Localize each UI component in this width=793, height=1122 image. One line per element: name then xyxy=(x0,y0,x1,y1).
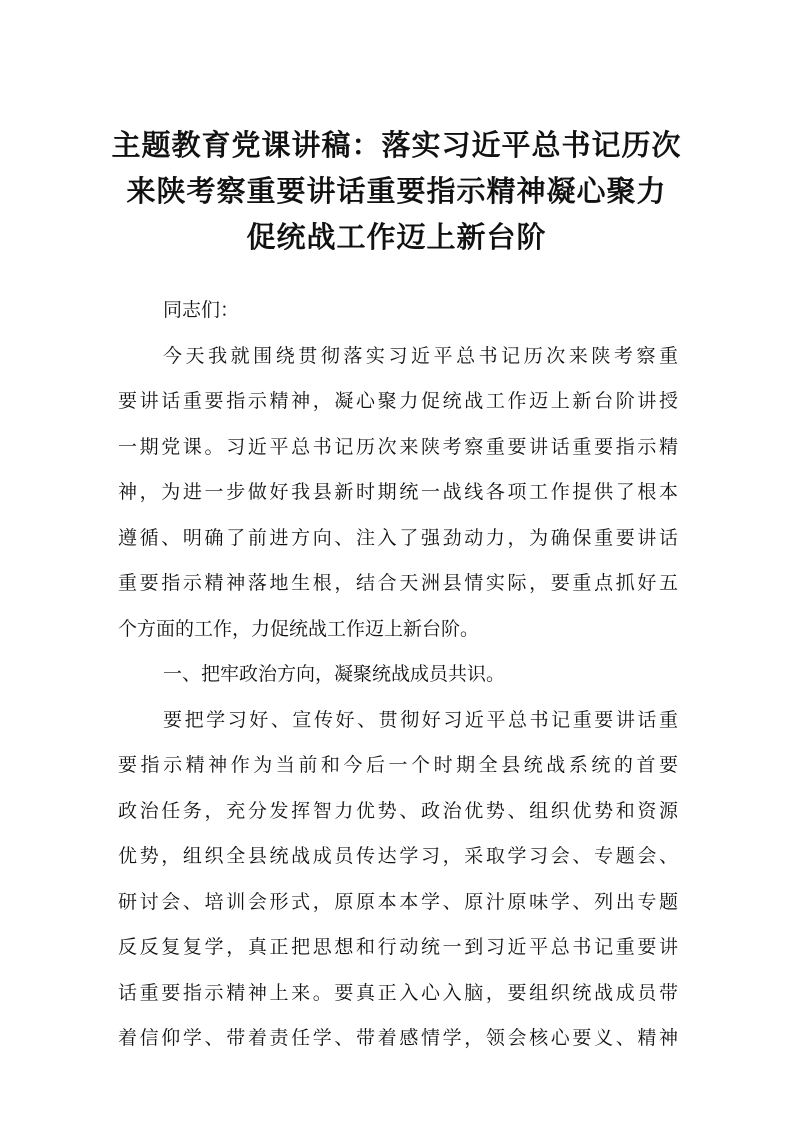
title-line: 来陕考察重要讲话重要指示精神凝心聚力 xyxy=(126,174,667,208)
paragraph-line: 重要指示精神落地生根，结合天洲县情实际，要重点抓好五 xyxy=(118,572,678,594)
paragraph-line: 政治任务，充分发挥智力优势、政治优势、组织优势和资源 xyxy=(118,799,678,822)
paragraph-line: 要讲话重要指示精神，凝心聚力促统战工作迈上新台阶讲授 xyxy=(118,390,678,412)
paragraph-line: 遵循、明确了前进方向、注入了强劲动力，为确保重要讲话 xyxy=(118,526,678,549)
document-body xyxy=(118,288,678,1062)
paragraph-section-1 xyxy=(118,698,678,1062)
paragraph-line: 一期党课。习近平总书记历次来陕考察重要讲话重要指示精 xyxy=(118,435,678,458)
paragraph-line: 话重要指示精神上来。要真正入心入脑，要组织统战成员带 xyxy=(118,981,678,1004)
paragraph-line: 要把学习好、宣传好、贯彻好习近平总书记重要讲话重 xyxy=(163,708,678,731)
paragraph-line: 优势，组织全县统战成员传达学习，采取学习会、专题会、 xyxy=(118,845,678,867)
paragraph-line: 研讨会、培训会形式，原原本本学、原汁原味学、列出专题 xyxy=(118,890,678,913)
paragraph-line: 神，为进一步做好我县新时期统一战线各项工作提供了根本 xyxy=(118,481,678,503)
paragraph-line: 要指示精神作为当前和今后一个时期全县统战系统的首要 xyxy=(118,754,678,776)
paragraph-line: 今天我就围绕贯彻落实习近平总书记历次来陕考察重 xyxy=(163,344,678,367)
paragraph-intro xyxy=(118,334,678,653)
title-line: 促统战工作迈上新台阶 xyxy=(246,220,547,254)
section-heading: 一、把牢政治方向，凝聚统战成员共识。 xyxy=(163,663,506,685)
title-line: 主题教育党课讲稿：落实习近平总书记历次 xyxy=(111,128,682,162)
paragraph-line: 反反复复学，真正把思想和行动统一到习近平总书记重要讲 xyxy=(118,936,678,958)
paragraph-line: 着信仰学、带着责任学、带着感情学，领会核心要义、精神 xyxy=(118,1027,678,1049)
paragraph-line: 个方面的工作，力促统战工作迈上新台阶。 xyxy=(118,617,480,640)
salutation: 同志们： xyxy=(163,299,240,321)
document-title xyxy=(100,122,693,260)
